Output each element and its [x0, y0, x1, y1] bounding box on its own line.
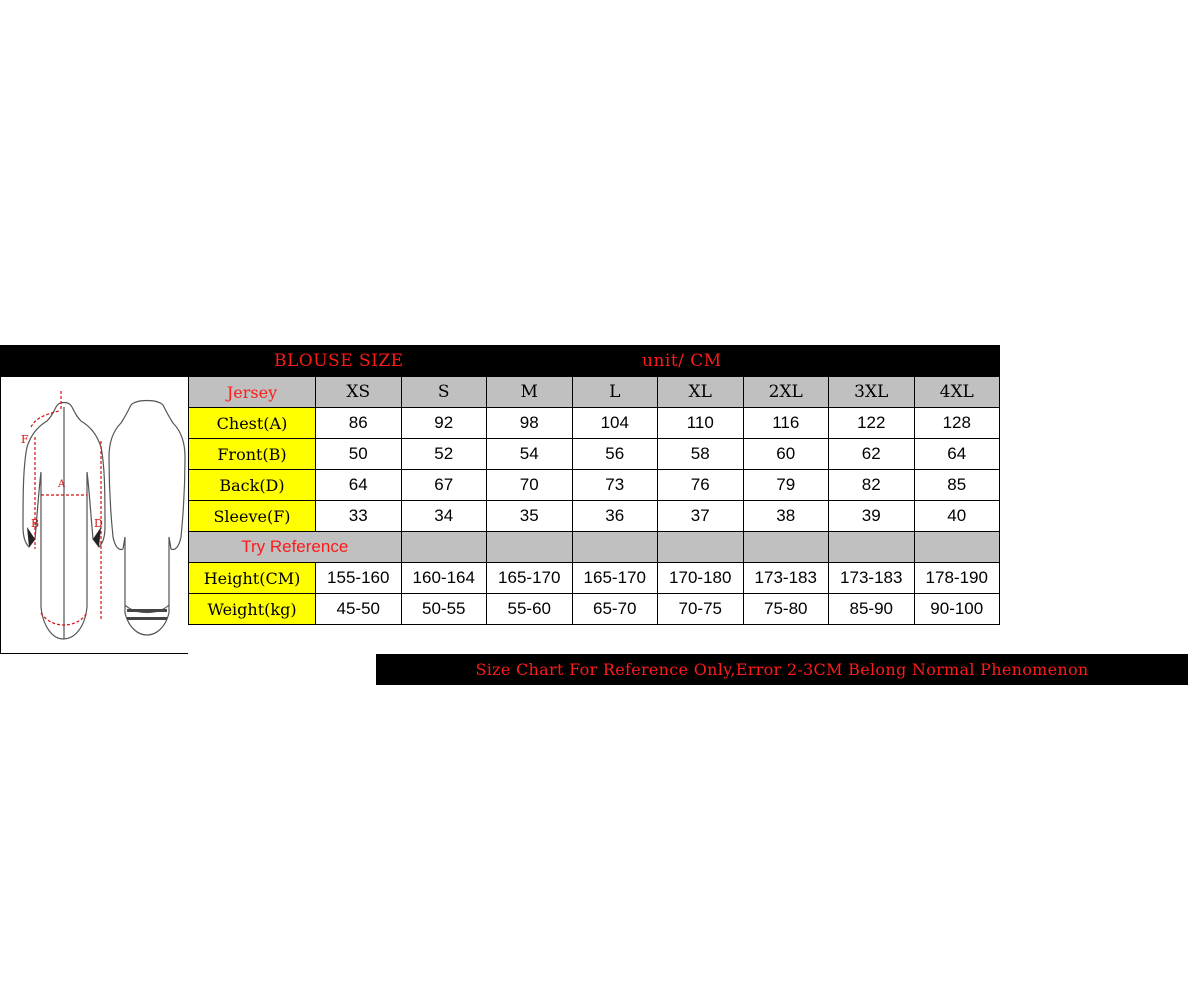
empty-cell — [914, 532, 1000, 563]
row-label: Back(D) — [189, 470, 316, 501]
table-cell: 35 — [487, 501, 573, 532]
size-header-cell: M — [487, 377, 573, 408]
label-b: B — [31, 517, 40, 530]
table-cell: 62 — [829, 439, 915, 470]
table-cell: 36 — [572, 501, 658, 532]
size-header-cell: L — [572, 377, 658, 408]
table-cell: 65-70 — [572, 594, 658, 625]
table-cell: 76 — [658, 470, 744, 501]
row-label: Chest(A) — [189, 408, 316, 439]
table-cell: 173-183 — [829, 563, 915, 594]
size-header-cell: 2XL — [743, 377, 829, 408]
label-a: A — [58, 479, 66, 490]
table-cell: 165-170 — [572, 563, 658, 594]
table-cell: 85 — [914, 470, 1000, 501]
label-f: F — [21, 433, 29, 446]
table-cell: 90-100 — [914, 594, 1000, 625]
table-cell: 82 — [829, 470, 915, 501]
footer-bar — [376, 654, 1188, 685]
table-cell: 54 — [487, 439, 573, 470]
table-cell: 70-75 — [658, 594, 744, 625]
table-row — [189, 563, 1000, 594]
row-label: Weight(kg) — [189, 594, 316, 625]
table-row — [189, 408, 1000, 439]
size-header-cell: S — [401, 377, 487, 408]
table-cell: 128 — [914, 408, 1000, 439]
size-header-cell: XL — [658, 377, 744, 408]
unit-label: unit/ CM — [642, 351, 722, 371]
table-cell: 64 — [914, 439, 1000, 470]
reference-label: Try Reference — [189, 532, 402, 563]
table-cell: 34 — [401, 501, 487, 532]
table-row — [189, 377, 1000, 408]
header-bar — [0, 345, 1000, 376]
table-cell: 60 — [743, 439, 829, 470]
table-cell: 122 — [829, 408, 915, 439]
table-cell: 39 — [829, 501, 915, 532]
table-cell: 37 — [658, 501, 744, 532]
garment-illustration — [1, 377, 187, 653]
table-row — [189, 439, 1000, 470]
chart-title: BLOUSE SIZE — [274, 351, 404, 371]
empty-cell — [487, 532, 573, 563]
table-cell: 165-170 — [487, 563, 573, 594]
table-row — [189, 501, 1000, 532]
table-row — [189, 470, 1000, 501]
row-label: Height(CM) — [189, 563, 316, 594]
empty-cell — [572, 532, 658, 563]
table-cell: 75-80 — [743, 594, 829, 625]
garment-diagram — [0, 376, 188, 654]
table-cell: 56 — [572, 439, 658, 470]
table-cell: 40 — [914, 501, 1000, 532]
table-cell: 70 — [487, 470, 573, 501]
table-cell: 178-190 — [914, 563, 1000, 594]
table-cell: 110 — [658, 408, 744, 439]
table-cell: 86 — [316, 408, 402, 439]
size-header-label: Jersey — [189, 377, 316, 408]
size-header-cell: XS — [316, 377, 402, 408]
table-cell: 64 — [316, 470, 402, 501]
size-table-area — [188, 376, 1089, 679]
empty-cell — [829, 532, 915, 563]
row-label: Front(B) — [189, 439, 316, 470]
table-cell: 33 — [316, 501, 402, 532]
table-cell: 170-180 — [658, 563, 744, 594]
table-cell: 104 — [572, 408, 658, 439]
table-cell: 55-60 — [487, 594, 573, 625]
table-cell: 155-160 — [316, 563, 402, 594]
table-cell: 173-183 — [743, 563, 829, 594]
table-cell: 79 — [743, 470, 829, 501]
table-cell: 85-90 — [829, 594, 915, 625]
table-cell: 50 — [316, 439, 402, 470]
size-header-cell: 3XL — [829, 377, 915, 408]
table-row — [189, 532, 1000, 563]
table-cell: 116 — [743, 408, 829, 439]
size-chart — [0, 345, 1089, 679]
empty-cell — [401, 532, 487, 563]
table-cell: 98 — [487, 408, 573, 439]
table-cell: 92 — [401, 408, 487, 439]
label-d: D — [94, 517, 103, 530]
table-cell: 160-164 — [401, 563, 487, 594]
footer-note: Size Chart For Reference Only,Error 2-3CM Belong Normal Phenomenon — [475, 660, 1089, 679]
table-cell: 67 — [401, 470, 487, 501]
table-row — [189, 594, 1000, 625]
table-cell: 58 — [658, 439, 744, 470]
empty-cell — [743, 532, 829, 563]
empty-cell — [658, 532, 744, 563]
table-cell: 50-55 — [401, 594, 487, 625]
table-cell: 52 — [401, 439, 487, 470]
row-label: Sleeve(F) — [189, 501, 316, 532]
size-header-cell: 4XL — [914, 377, 1000, 408]
table-cell: 45-50 — [316, 594, 402, 625]
table-cell: 73 — [572, 470, 658, 501]
table-cell: 38 — [743, 501, 829, 532]
size-table — [188, 376, 1000, 625]
